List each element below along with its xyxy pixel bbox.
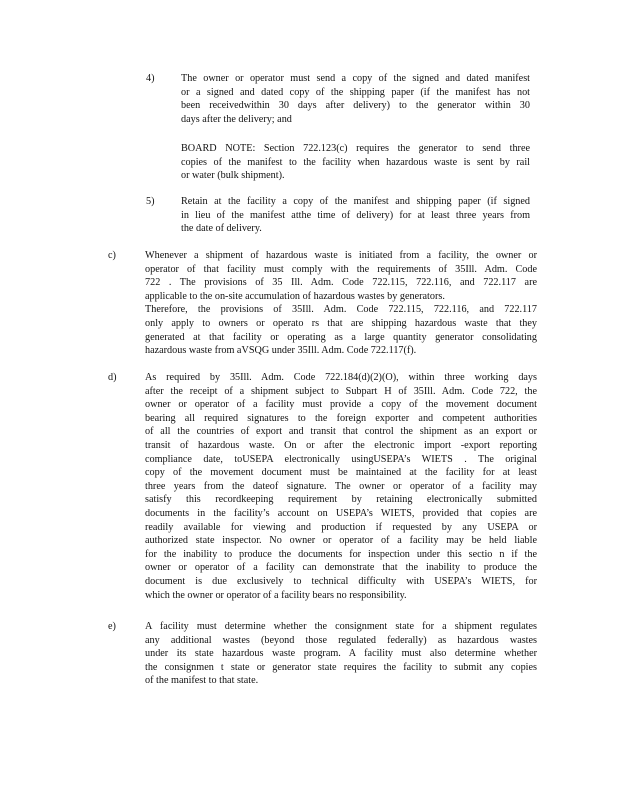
text-line: transit of hazardous waste. On or after the electronic import -export reporting [145,439,537,451]
text-line: Retain at the facility a copy of the manifest and shipping paper (if signed [181,196,530,207]
board-note [181,142,530,183]
text-line: The owner or operator must send a copy of the signed and dated manifest [181,73,530,84]
text-line: generated at that facility or operating as a large quantity generator consolidating [145,331,537,343]
text-line: under its state hazardous waste program. A facility must also determine whether [145,648,537,660]
text-line: readily available for viewing and production if requested by any USEPA or [145,521,537,533]
text-line: document is due exclusively to technical difficulty with USEPA’s WIETS, for [145,575,537,587]
text-line: satisfy this recordkeeping requirement by retaining electronically submitted [145,494,537,506]
text-line: bearing all required signatures to the foreign exporter and competent authorities [145,412,537,424]
text-line: any additional wastes (beyond those regulated federally) as hazardous wastes [145,634,537,646]
text-line: the date of delivery. [181,223,262,235]
text-line: authorized state inspector. No owner or operator of a facility may be held liable [145,535,537,547]
text-line: Whenever a shipment of hazardous waste is initiated from a facility, the owner or [145,250,537,261]
text-line: Therefore, the provisions of 35Ill. Adm. Code 722.115, 722.116, and 722.117 [145,304,537,316]
text-line: 722 . The provisions of 35 Ill. Adm. Code 722.115, 722.116, and 722.117 are [145,277,537,289]
text-line: or a signed and dated copy of the shipping paper (if the manifest has not [181,86,530,98]
text-line: of all the countries of export and transit that control the shipment as an export or [145,426,537,438]
text-line: operator of that facility must comply with the requirements of 35Ill. Adm. Code [145,263,537,275]
item-text [181,195,530,236]
text-line: hazardous waste from aVSQG under 35Ill. Adm. Code 722.117(f). [145,345,417,357]
text-line: which the owner or operator of a facility bears no responsibility. [145,589,407,601]
item-letter: d) [108,372,117,383]
text-line: of the manifest to that state. [145,675,259,687]
text-line: copies of the manifest to the facility when hazardous waste is sent by rail [181,156,530,168]
text-line: the consignmen t state or generator state requires the facility to submit any copies [145,661,537,673]
text-line: only apply to owners or operato rs that are shipping hazardous waste that they [145,317,537,329]
item-text [145,249,537,358]
text-line: three years from the dateof signature. The owner or operator of a facility may [145,480,537,492]
text-line: documents in the facility’s account on USEPA’s WIETS, provided that copies are [145,507,537,519]
text-line: As required by 35Ill. Adm. Code 722.184(d)(2)(O), within three working days [145,372,537,383]
item-letter: c) [108,250,116,261]
text-line: owner or operator of a facility can demonstrate that the inability to produce the [145,562,537,574]
text-line: in lieu of the manifest atthe time of delivery) for at least three years from [181,209,530,221]
text-line: days after the delivery; and [181,113,292,125]
item-number: 5) [146,196,155,207]
item-number: 4) [146,73,155,84]
text-line: A facility must determine whether the consignment state for a shipment regulates [145,621,537,632]
item-letter: e) [108,621,116,632]
item-text [145,620,537,688]
text-line: for the inability to produce the documents for inspection under this sectio n if the [145,548,537,560]
text-line: copy of the movement document must be maintained at the facility for at least [145,467,537,479]
text-line: after the receipt of a shipment subject to Subpart H of 35Ill. Adm. Code 722, the [145,385,537,397]
text-line: BOARD NOTE: Section 722.123(c) requires the generator to send three [181,143,530,154]
text-line: applicable to the on-site accumulation of hazardous wastes by generators. [145,290,445,302]
item-text [145,371,537,602]
text-line: compliance date, toUSEPA electronically usingUSEPA’s WIETS . The original [145,453,537,465]
text-line: or water (bulk shipment). [181,170,285,182]
item-text [181,72,530,126]
text-line: been receivedwithin 30 days after delivery) to the generator within 30 [181,100,530,112]
text-line: owner or operator of a facility must provide a copy of the movement document [145,399,537,411]
